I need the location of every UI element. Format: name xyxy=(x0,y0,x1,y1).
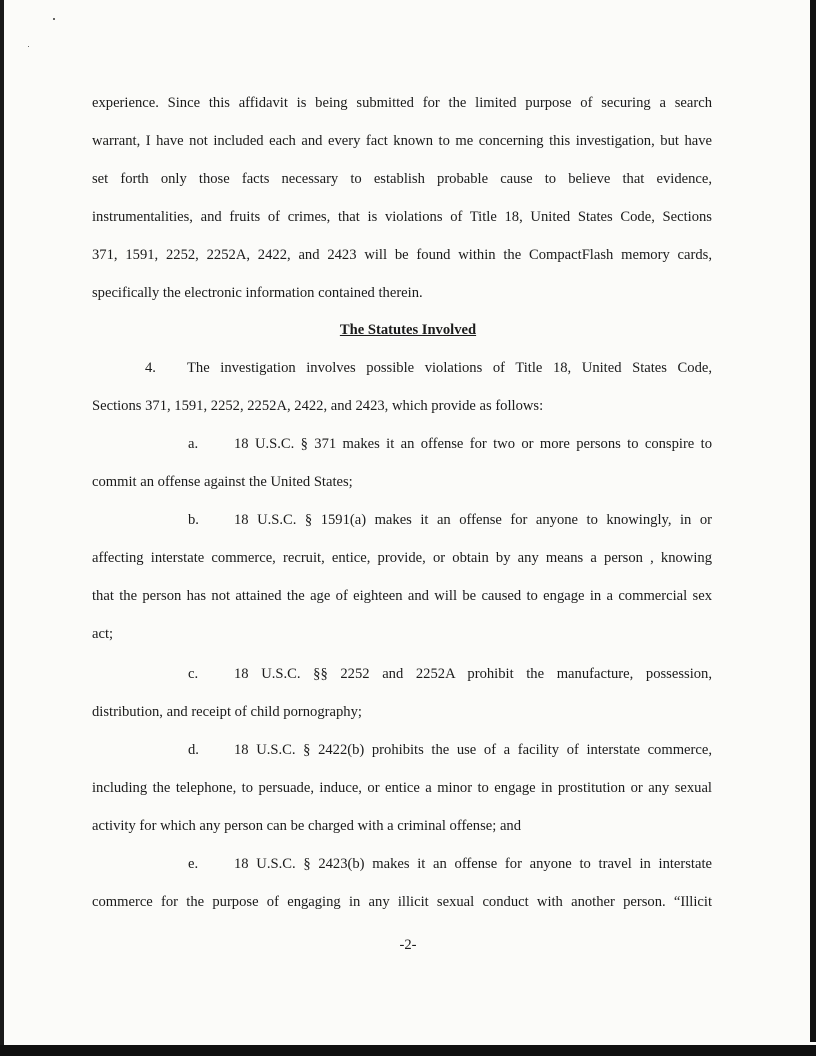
item-continuation: affecting interstate commerce, recruit, entice, provide, or obtain by any means a person , knowing xyxy=(92,550,712,566)
item-continuation: act; xyxy=(92,626,114,642)
item-text: 18 U.S.C. § 2423(b) makes it an offense for anyone to travel in interstate xyxy=(234,856,712,872)
paragraph-4-line-1 xyxy=(145,359,712,377)
item-text: 18 U.S.C. § 1591(a) makes it an offense for anyone to knowingly, in or xyxy=(234,512,712,528)
item-continuation: commit an offense against the United States; xyxy=(92,474,353,490)
body-line: instrumentalities, and fruits of crimes, that is violations of Title 18, United States Code, Sections xyxy=(92,209,712,225)
body-line: warrant, I have not included each and every fact known to me concerning this investigation, but have xyxy=(92,133,712,149)
scan-edge-right xyxy=(810,0,816,1042)
list-item-e xyxy=(188,855,712,873)
scan-speck xyxy=(53,18,55,20)
item-text: 18 U.S.C. § 371 makes it an offense for two or more persons to conspire to xyxy=(234,436,712,452)
item-letter: a. xyxy=(188,436,199,452)
item-text: 18 U.S.C. §§ 2252 and 2252A prohibit the manufacture, possession, xyxy=(234,666,712,682)
item-continuation: that the person has not attained the age of eighteen and will be caused to engage in a commercial sex xyxy=(92,588,712,604)
item-letter: e. xyxy=(188,856,199,872)
item-text: 18 U.S.C. § 2422(b) prohibits the use of a facility of interstate commerce, xyxy=(234,742,712,758)
item-continuation: distribution, and receipt of child pornography; xyxy=(92,704,362,720)
body-line: experience. Since this affidavit is being submitted for the limited purpose of securing a search xyxy=(92,95,712,111)
list-item-d xyxy=(188,741,712,759)
body-line: specifically the electronic information contained therein. xyxy=(92,285,423,301)
item-continuation: including the telephone, to persuade, induce, or entice a minor to engage in prostitution or any sexual xyxy=(92,780,712,796)
item-letter: c. xyxy=(188,666,199,682)
list-item-b xyxy=(188,511,712,529)
item-letter: b. xyxy=(188,512,199,528)
paragraph-text: The investigation involves possible violations of Title 18, United States Code, xyxy=(187,360,712,376)
scan-edge-bottom xyxy=(0,1045,816,1056)
list-item-a xyxy=(188,435,712,453)
list-item-c xyxy=(188,665,712,683)
scan-edge-left xyxy=(0,0,4,1056)
item-continuation: activity for which any person can be charged with a criminal offense; and xyxy=(92,818,522,834)
item-letter: d. xyxy=(188,742,199,758)
section-heading: The Statutes Involved xyxy=(339,322,477,338)
body-line: 371, 1591, 2252, 2252A, 2422, and 2423 will be found within the CompactFlash memory cards, xyxy=(92,247,712,263)
page-number: -2- xyxy=(399,937,417,953)
item-continuation: commerce for the purpose of engaging in any illicit sexual conduct with another person. “Illicit xyxy=(92,894,712,910)
paragraph-4-line-2: Sections 371, 1591, 2252, 2252A, 2422, and 2423, which provide as follows: xyxy=(92,398,544,414)
scan-speck xyxy=(28,46,29,47)
paragraph-number: 4. xyxy=(145,360,156,376)
body-line: set forth only those facts necessary to establish probable cause to believe that evidence, xyxy=(92,171,712,187)
